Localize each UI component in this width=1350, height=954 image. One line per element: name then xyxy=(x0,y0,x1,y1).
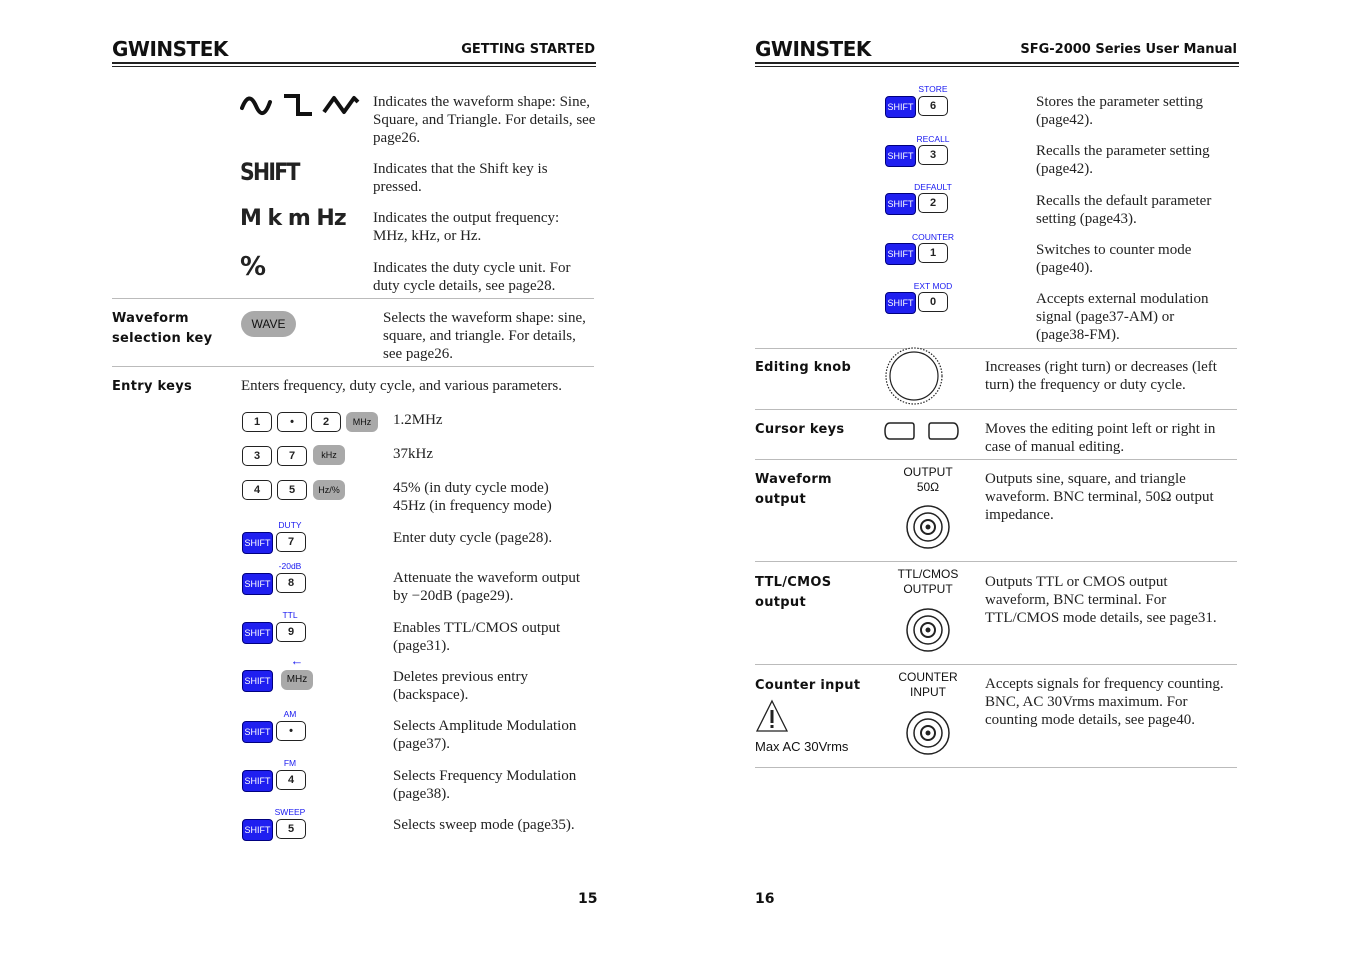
key-1-counter[interactable]: 1 xyxy=(918,243,948,263)
key-5-sweep[interactable]: 5 xyxy=(276,819,306,839)
key-3[interactable]: 3 xyxy=(242,446,272,466)
header-title-left: GETTING STARTED xyxy=(461,42,595,57)
bnc-counter-connector-icon[interactable] xyxy=(905,710,951,756)
key-2[interactable]: 2 xyxy=(311,412,341,432)
percent-symbol: % xyxy=(240,252,267,282)
entry-keys-intro: Enters frequency, duty cycle, and various parameters. xyxy=(241,378,562,394)
key-1[interactable]: 1 xyxy=(242,412,272,432)
key-4[interactable]: 4 xyxy=(242,480,272,500)
entry-example-3: 45% (in duty cycle mode) 45Hz (in frequency mode) xyxy=(393,480,552,514)
indicator-desc-frequency: Indicates the output frequency: MHz, kHz, or Hz. xyxy=(373,210,560,244)
key-5[interactable]: 5 xyxy=(277,480,307,500)
backspace-arrow-icon: ← xyxy=(290,653,304,668)
entry-keys-label: Entry keys xyxy=(112,379,193,394)
waveform-output-desc: Outputs sine, square, and triangle waveform. BNC terminal, 50Ω output impedance. xyxy=(985,471,1214,523)
key-mhz[interactable]: MHz xyxy=(346,412,378,432)
output-caption: OUTPUT 50Ω xyxy=(903,465,953,494)
counter-input-caption: COUNTER INPUT xyxy=(898,670,958,699)
sub-label-20db: -20dB xyxy=(278,561,302,571)
brand-logo-left: GWINSTEK xyxy=(112,37,228,61)
sub-label-store: STORE xyxy=(918,84,948,94)
shift-desc-store: Stores the parameter setting (page42). xyxy=(1036,94,1204,128)
sub-label-ext-mod: EXT MOD xyxy=(913,281,953,291)
key-6-store[interactable]: 6 xyxy=(918,96,948,116)
shift-desc-sweep: Selects sweep mode (page35). xyxy=(393,817,575,833)
entry-example-1: 1.2MHz xyxy=(393,412,443,428)
shift-key[interactable]: SHIFT xyxy=(885,145,916,167)
cursor-right-icon[interactable] xyxy=(927,421,959,441)
warning-icon xyxy=(755,699,789,733)
key-mhz-backspace[interactable]: MHz xyxy=(281,670,313,690)
page-number-right: 16 xyxy=(755,891,775,907)
ttl-cmos-output-label: TTL/CMOS output xyxy=(755,575,832,610)
key-4-fm[interactable]: 4 xyxy=(276,770,306,790)
editing-knob-icon[interactable] xyxy=(884,346,944,406)
wave-button[interactable]: WAVE xyxy=(241,311,296,337)
cursor-left-icon[interactable] xyxy=(884,421,916,441)
counter-input-desc: Accepts signals for frequency counting. BNC, AC 30Vrms maximum. For counting mode details, see page40. xyxy=(985,676,1224,728)
shift-key[interactable]: SHIFT xyxy=(242,573,273,595)
shift-key[interactable]: SHIFT xyxy=(242,819,273,841)
editing-knob-desc: Increases (right turn) or decreases (left turn) the frequency or duty cycle. xyxy=(985,359,1217,393)
header-rule-right xyxy=(755,62,1239,64)
shift-desc-fm: Selects Frequency Modulation (page38). xyxy=(393,768,577,802)
key-2-default[interactable]: 2 xyxy=(918,193,948,213)
sub-label-am: AM xyxy=(283,709,297,719)
key-9-ttl[interactable]: 9 xyxy=(276,622,306,642)
indicator-desc-shift: Indicates that the Shift key is pressed. xyxy=(373,161,548,195)
sub-label-duty: DUTY xyxy=(278,520,302,530)
waveform-shape-icon xyxy=(240,92,362,120)
key-dot-am[interactable]: • xyxy=(276,721,306,741)
shift-desc-default: Recalls the default parameter setting (page43). xyxy=(1036,193,1212,227)
shift-key[interactable]: SHIFT xyxy=(242,670,273,692)
shift-key[interactable]: SHIFT xyxy=(242,770,273,792)
header-rule-left xyxy=(112,62,596,64)
key-khz[interactable]: kHz xyxy=(313,445,345,465)
shift-key[interactable]: SHIFT xyxy=(242,622,273,644)
header-title-right: SFG-2000 Series User Manual xyxy=(1020,42,1237,57)
shift-key[interactable]: SHIFT xyxy=(242,721,273,743)
ttl-cmos-output-desc: Outputs TTL or CMOS output waveform, BNC terminal. For TTL/CMOS mode details, see page31. xyxy=(985,574,1217,626)
max-ac-note: Max AC 30Vrms xyxy=(755,739,849,754)
waveform-selection-label: Waveform selection key xyxy=(112,311,213,346)
entry-example-2: 37kHz xyxy=(393,446,433,462)
key-dot[interactable]: • xyxy=(277,412,307,432)
key-hz-percent[interactable]: Hz/% xyxy=(313,480,345,500)
shift-key[interactable]: SHIFT xyxy=(885,292,916,314)
shift-indicator-symbol: SHIFT xyxy=(240,158,299,186)
counter-input-label: Counter input xyxy=(755,678,861,693)
sub-label-default: DEFAULT xyxy=(914,182,952,192)
key-7[interactable]: 7 xyxy=(277,446,307,466)
shift-desc-am: Selects Amplitude Modulation (page37). xyxy=(393,718,577,752)
sub-label-fm: FM xyxy=(283,758,297,768)
shift-key[interactable]: SHIFT xyxy=(885,193,916,215)
shift-desc-ttl: Enables TTL/CMOS output (page31). xyxy=(393,620,561,654)
shift-desc-ext-mod: Accepts external modulation signal (page37-AM) or (page38-FM). xyxy=(1036,291,1209,343)
bnc-ttl-connector-icon[interactable] xyxy=(905,607,951,653)
bnc-output-connector-icon[interactable] xyxy=(905,504,951,550)
shift-desc-backspace: Deletes previous entry (backspace). xyxy=(393,669,528,703)
waveform-selection-desc: Selects the waveform shape: sine, square, and triangle. For details, see page26. xyxy=(383,310,586,362)
sub-label-ttl: TTL xyxy=(282,610,298,620)
key-3-recall[interactable]: 3 xyxy=(918,145,948,165)
shift-desc-counter: Switches to counter mode (page40). xyxy=(1036,242,1192,276)
page-number-left: 15 xyxy=(578,891,598,907)
shift-desc-duty: Enter duty cycle (page28). xyxy=(393,530,553,546)
indicator-desc-percent: Indicates the duty cycle unit. For duty cycle details, see page28. xyxy=(373,260,571,294)
sub-label-sweep: SWEEP xyxy=(274,807,306,817)
editing-knob-label: Editing knob xyxy=(755,360,852,375)
sub-label-counter: COUNTER xyxy=(911,232,955,242)
cursor-keys-desc: Moves the editing point left or right in case of manual editing. xyxy=(985,421,1216,455)
frequency-unit-symbol: M k m Hz xyxy=(240,206,346,231)
sub-label-recall: RECALL xyxy=(916,134,950,144)
shift-key[interactable]: SHIFT xyxy=(885,243,916,265)
shift-key[interactable]: SHIFT xyxy=(242,532,273,554)
shift-desc-attenuate: Attenuate the waveform output by −20dB (page29). xyxy=(393,570,581,604)
key-0-ext-mod[interactable]: 0 xyxy=(918,292,948,312)
ttl-cmos-caption: TTL/CMOS OUTPUT xyxy=(897,567,959,596)
key-8-attenuate[interactable]: 8 xyxy=(276,573,306,593)
indicator-desc-waveform: Indicates the waveform shape: Sine, Square, and Triangle. For details, see page26. xyxy=(373,94,596,146)
shift-key[interactable]: SHIFT xyxy=(885,96,916,118)
key-7-duty[interactable]: 7 xyxy=(276,532,306,552)
shift-desc-recall: Recalls the parameter setting (page42). xyxy=(1036,143,1210,177)
waveform-output-label: Waveform output xyxy=(755,472,832,507)
cursor-keys-label: Cursor keys xyxy=(755,422,845,437)
brand-logo-right: GWINSTEK xyxy=(755,37,871,61)
